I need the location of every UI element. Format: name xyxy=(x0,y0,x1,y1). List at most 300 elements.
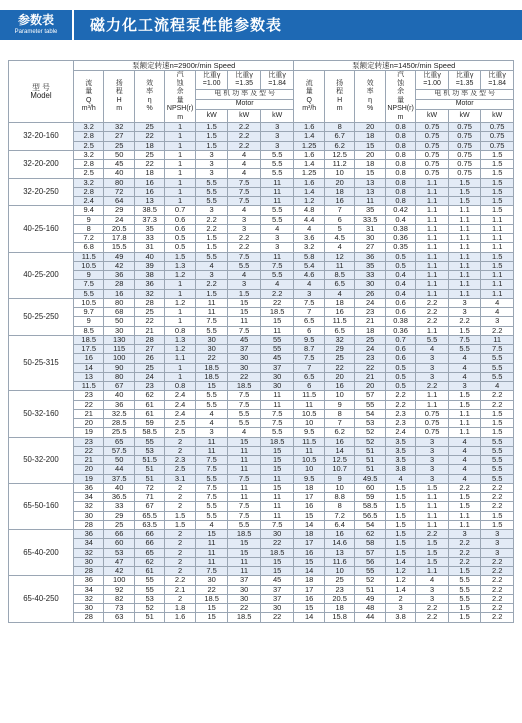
table-cell: 25 xyxy=(134,150,164,159)
table-cell: 1.5 xyxy=(448,502,481,511)
table-cell: 0.5 xyxy=(385,261,415,270)
table-cell: 1.5 xyxy=(481,511,514,520)
table-cell: 21 xyxy=(355,372,385,381)
table-cell: 4 xyxy=(195,520,228,529)
table-cell: 24 xyxy=(355,298,385,307)
table-row xyxy=(9,465,514,474)
table-cell: 16 xyxy=(294,502,324,511)
table-cell: 15 xyxy=(228,308,261,317)
table-cell: 8.5 xyxy=(74,326,104,335)
table-cell: 2.2 xyxy=(481,604,514,613)
table-cell: 72 xyxy=(104,187,134,196)
table-cell: 1.5 xyxy=(481,419,514,428)
motor-en-header-1450: Motor xyxy=(416,99,514,109)
table-cell: 1.1 xyxy=(481,243,514,252)
table-cell: 1.1 xyxy=(448,243,481,252)
table-cell: 51.5 xyxy=(134,456,164,465)
table-cell: 23 xyxy=(355,354,385,363)
table-cell: 1.1 xyxy=(416,197,449,206)
table-row xyxy=(9,548,514,557)
table-cell: 0.6 xyxy=(165,224,195,233)
table-cell: 0.8 xyxy=(385,132,415,141)
table-cell: 36 xyxy=(74,530,104,539)
table-cell: 10.7 xyxy=(324,465,354,474)
table-cell: 1.1 xyxy=(448,234,481,243)
table-cell: 1.5 xyxy=(416,483,449,492)
table-cell: 1.25 xyxy=(294,141,324,150)
table-cell: 18 xyxy=(355,160,385,169)
table-cell: 57.5 xyxy=(104,446,134,455)
table-cell: 22 xyxy=(228,604,261,613)
table-cell: 1.5 xyxy=(481,428,514,437)
table-cell: 15 xyxy=(260,317,294,326)
table-cell: 10 xyxy=(324,391,354,400)
table-cell: 2.2 xyxy=(416,613,449,622)
speed-2900-header: 泵额定转速n=2900r/min Speed xyxy=(74,61,294,71)
table-cell: 9.4 xyxy=(74,206,104,215)
table-cell: 3 xyxy=(416,363,449,372)
table-cell: 1.3 xyxy=(165,261,195,270)
table-cell: 100 xyxy=(104,576,134,585)
table-cell: 26 xyxy=(134,354,164,363)
table-cell: 21 xyxy=(74,409,104,418)
table-cell: 1.1 xyxy=(416,271,449,280)
table-cell: 1.5 xyxy=(448,391,481,400)
table-cell: 1.1 xyxy=(448,224,481,233)
table-cell: 2.1 xyxy=(165,585,195,594)
kw-header: kW xyxy=(448,109,481,122)
table-cell: 10.5 xyxy=(74,298,104,307)
table-cell: 34 xyxy=(74,539,104,548)
table-cell: 18.5 xyxy=(260,437,294,446)
table-cell: 1.5 xyxy=(385,502,415,511)
table-row xyxy=(9,594,514,603)
table-cell: 9.5 xyxy=(294,474,324,483)
table-cell: 40 xyxy=(104,169,134,178)
table-cell: 37.5 xyxy=(104,474,134,483)
table-cell: 4.4 xyxy=(294,215,324,224)
table-cell: 30 xyxy=(74,557,104,566)
table-cell: 2.5 xyxy=(74,169,104,178)
table-cell: 4 xyxy=(416,576,449,585)
table-cell: 1.1 xyxy=(416,520,449,529)
section-tag-en: Parameter table xyxy=(14,29,58,35)
table-cell: 58.5 xyxy=(134,428,164,437)
table-cell: 29 xyxy=(104,511,134,520)
table-cell: 5.5 xyxy=(481,363,514,372)
table-cell: 4 xyxy=(260,280,294,289)
table-cell: 2.2 xyxy=(481,326,514,335)
table-cell: 11 xyxy=(260,197,294,206)
table-cell: 7.5 xyxy=(228,511,261,520)
table-cell: 18.5 xyxy=(228,613,261,622)
table-cell: 0.7 xyxy=(165,206,195,215)
table-cell: 2.2 xyxy=(416,382,449,391)
table-cell: 7 xyxy=(324,419,354,428)
table-cell: 7.5 xyxy=(228,326,261,335)
table-cell: 11 xyxy=(195,446,228,455)
table-row xyxy=(9,363,514,372)
table-cell: 0.8 xyxy=(385,178,415,187)
table-cell: 0.75 xyxy=(448,169,481,178)
table-cell: 2.4 xyxy=(385,428,415,437)
table-cell: 2.2 xyxy=(416,298,449,307)
table-cell: 2.2 xyxy=(228,243,261,252)
table-cell: 3 xyxy=(260,234,294,243)
table-cell: 4 xyxy=(448,465,481,474)
table-cell: 1.1 xyxy=(448,271,481,280)
table-row xyxy=(9,326,514,335)
table-cell: 11.5 xyxy=(74,252,104,261)
table-cell: 4 xyxy=(448,474,481,483)
table-cell: 44 xyxy=(355,613,385,622)
table-cell: 22 xyxy=(228,372,261,381)
table-cell: 2 xyxy=(165,437,195,446)
table-cell: 30 xyxy=(228,585,261,594)
table-row xyxy=(9,557,514,566)
table-cell: 2.2 xyxy=(228,141,261,150)
table-cell: 0.7 xyxy=(385,335,415,344)
table-cell: 6.5 xyxy=(324,280,354,289)
table-cell: 1 xyxy=(165,197,195,206)
table-cell: 15 xyxy=(260,456,294,465)
table-cell: 51 xyxy=(355,465,385,474)
table-cell: 2.2 xyxy=(448,539,481,548)
model-cell: 65-40-200 xyxy=(9,530,74,576)
table-cell: 1.6 xyxy=(294,178,324,187)
table-cell: 0.75 xyxy=(481,123,514,132)
sg-2-header: 比重γ =1.35 xyxy=(228,71,261,90)
table-cell: 1.5 xyxy=(165,511,195,520)
table-cell: 3 xyxy=(195,160,228,169)
table-cell: 1.25 xyxy=(294,169,324,178)
table-cell: 22 xyxy=(324,363,354,372)
table-cell: 3 xyxy=(416,474,449,483)
efficiency-header-1450: 效 率 η % xyxy=(355,71,385,123)
table-cell: 3.1 xyxy=(165,474,195,483)
table-cell: 24 xyxy=(355,345,385,354)
table-cell: 17 xyxy=(294,539,324,548)
table-cell: 37 xyxy=(260,363,294,372)
table-cell: 0.75 xyxy=(416,169,449,178)
table-cell: 15 xyxy=(294,557,324,566)
table-cell: 1.5 xyxy=(448,400,481,409)
table-cell: 11 xyxy=(228,456,261,465)
table-cell: 44 xyxy=(104,465,134,474)
table-cell: 1.5 xyxy=(416,557,449,566)
table-cell: 1.1 xyxy=(481,280,514,289)
table-cell: 1.1 xyxy=(448,280,481,289)
table-cell: 4 xyxy=(385,474,415,483)
table-cell: 49.5 xyxy=(355,474,385,483)
table-cell: 2 xyxy=(165,594,195,603)
table-cell: 3 xyxy=(294,289,324,298)
table-cell: 20 xyxy=(324,178,354,187)
table-cell: 10 xyxy=(294,465,324,474)
table-cell: 3 xyxy=(481,539,514,548)
table-cell: 4 xyxy=(448,446,481,455)
table-cell: 3 xyxy=(228,224,261,233)
table-cell: 12 xyxy=(324,252,354,261)
table-cell: 1.5 xyxy=(195,123,228,132)
table-cell: 1.5 xyxy=(481,178,514,187)
table-row xyxy=(9,308,514,317)
table-cell: 2.8 xyxy=(74,187,104,196)
table-cell: 1.5 xyxy=(385,520,415,529)
table-cell: 32 xyxy=(74,594,104,603)
kw-header: kW xyxy=(228,109,261,122)
table-cell: 1.5 xyxy=(448,493,481,502)
table-cell: 7.5 xyxy=(481,345,514,354)
table-row xyxy=(9,539,514,548)
table-cell: 7.5 xyxy=(228,178,261,187)
table-cell: 52 xyxy=(355,576,385,585)
table-cell: 5.5 xyxy=(448,585,481,594)
table-cell: 0.4 xyxy=(385,215,415,224)
table-cell: 33.5 xyxy=(355,215,385,224)
model-cell: 50-32-200 xyxy=(9,437,74,483)
table-cell: 11 xyxy=(355,197,385,206)
table-cell: 2.2 xyxy=(195,215,228,224)
table-cell: 3 xyxy=(416,465,449,474)
table-cell: 1 xyxy=(165,317,195,326)
table-cell: 24 xyxy=(134,372,164,381)
table-cell: 23 xyxy=(74,437,104,446)
table-cell: 36 xyxy=(104,400,134,409)
table-cell: 1.5 xyxy=(195,132,228,141)
table-cell: 35 xyxy=(355,261,385,270)
table-cell: 52 xyxy=(355,428,385,437)
table-cell: 0.8 xyxy=(165,382,195,391)
table-cell: 40 xyxy=(104,483,134,492)
table-cell: 60 xyxy=(104,539,134,548)
table-cell: 7.5 xyxy=(195,493,228,502)
table-cell: 22 xyxy=(134,160,164,169)
table-cell: 2.3 xyxy=(385,419,415,428)
table-cell: 21 xyxy=(355,317,385,326)
table-cell: 14 xyxy=(324,446,354,455)
table-cell: 1.5 xyxy=(385,493,415,502)
table-cell: 5.5 xyxy=(74,289,104,298)
motor-header-1450: 电 机 功 率 及 型 号 xyxy=(416,89,514,99)
table-cell: 11 xyxy=(260,178,294,187)
table-cell: 8.5 xyxy=(324,271,354,280)
table-cell: 1.2 xyxy=(385,576,415,585)
table-cell: 1.1 xyxy=(416,252,449,261)
table-cell: 20 xyxy=(74,465,104,474)
table-row xyxy=(9,502,514,511)
table-cell: 2.5 xyxy=(74,141,104,150)
table-cell: 7 xyxy=(324,206,354,215)
table-cell: 2.2 xyxy=(481,483,514,492)
table-cell: 2 xyxy=(165,557,195,566)
table-cell: 28 xyxy=(104,280,134,289)
table-cell: 61 xyxy=(134,400,164,409)
table-cell: 50 xyxy=(104,456,134,465)
table-cell: 11 xyxy=(195,539,228,548)
table-cell: 1 xyxy=(165,280,195,289)
table-cell: 5.5 xyxy=(260,271,294,280)
table-cell: 2 xyxy=(165,530,195,539)
table-cell: 4 xyxy=(228,428,261,437)
table-cell: 3 xyxy=(416,437,449,446)
table-cell: 0.8 xyxy=(165,326,195,335)
table-cell: 71 xyxy=(134,493,164,502)
table-cell: 32 xyxy=(74,548,104,557)
table-cell: 1 xyxy=(165,289,195,298)
table-cell: 1.1 xyxy=(416,326,449,335)
table-cell: 1.1 xyxy=(416,178,449,187)
table-cell: 0.8 xyxy=(385,141,415,150)
table-cell: 7.5 xyxy=(195,465,228,474)
table-cell: 15 xyxy=(228,539,261,548)
table-row xyxy=(9,298,514,307)
npsh-header-1450: 汽 蚀 余 量 NPSH(r) m xyxy=(385,71,415,123)
table-cell: 0.5 xyxy=(165,234,195,243)
table-cell: 1.1 xyxy=(481,224,514,233)
table-cell: 1.2 xyxy=(165,271,195,280)
table-cell: 1.1 xyxy=(416,215,449,224)
table-cell: 0.75 xyxy=(416,409,449,418)
table-cell: 1.2 xyxy=(165,298,195,307)
table-cell: 11.5 xyxy=(294,437,324,446)
table-cell: 11 xyxy=(228,557,261,566)
table-cell: 19 xyxy=(74,474,104,483)
table-cell: 1.2 xyxy=(385,567,415,576)
table-row xyxy=(9,354,514,363)
table-cell: 5.5 xyxy=(195,252,228,261)
table-row xyxy=(9,197,514,206)
table-cell: 10.5 xyxy=(294,456,324,465)
table-cell: 16 xyxy=(324,382,354,391)
table-cell: 5.5 xyxy=(195,197,228,206)
table-cell: 6.5 xyxy=(324,326,354,335)
table-row xyxy=(9,123,514,132)
table-cell: 1.1 xyxy=(416,567,449,576)
table-cell: 11 xyxy=(228,465,261,474)
table-cell: 16 xyxy=(324,437,354,446)
table-cell: 18 xyxy=(294,576,324,585)
table-row xyxy=(9,271,514,280)
table-cell: 1.1 xyxy=(448,206,481,215)
table-cell: 1.1 xyxy=(448,511,481,520)
table-cell: 27 xyxy=(104,132,134,141)
table-cell: 0.75 xyxy=(416,419,449,428)
table-cell: 16 xyxy=(324,530,354,539)
table-cell: 18 xyxy=(134,141,164,150)
table-cell: 11.6 xyxy=(324,557,354,566)
table-cell: 5.5 xyxy=(195,326,228,335)
table-cell: 1.8 xyxy=(165,604,195,613)
table-cell: 25 xyxy=(355,335,385,344)
table-cell: 7.5 xyxy=(195,567,228,576)
table-cell: 73 xyxy=(104,604,134,613)
table-cell: 4 xyxy=(324,289,354,298)
table-row xyxy=(9,224,514,233)
table-cell: 1.1 xyxy=(416,511,449,520)
table-cell: 62 xyxy=(134,557,164,566)
table-row xyxy=(9,206,514,215)
table-cell: 3 xyxy=(416,372,449,381)
table-cell: 3.2 xyxy=(74,178,104,187)
table-cell: 15 xyxy=(260,446,294,455)
table-cell: 20.5 xyxy=(104,224,134,233)
table-cell: 6 xyxy=(324,215,354,224)
table-cell: 25 xyxy=(324,354,354,363)
table-cell: 1.5 xyxy=(195,243,228,252)
model-header: 型 号 Model xyxy=(9,61,74,123)
table-cell: 7.5 xyxy=(228,197,261,206)
motor-en-header: Motor xyxy=(195,99,294,109)
table-cell: 66 xyxy=(134,539,164,548)
table-cell: 33 xyxy=(134,234,164,243)
table-cell: 4 xyxy=(228,160,261,169)
table-cell: 45 xyxy=(260,576,294,585)
table-cell: 25 xyxy=(134,363,164,372)
table-cell: 59 xyxy=(355,493,385,502)
table-cell: 3 xyxy=(260,123,294,132)
table-cell: 51 xyxy=(355,456,385,465)
table-cell: 7.5 xyxy=(260,261,294,270)
table-cell: 3 xyxy=(385,604,415,613)
table-cell: 15 xyxy=(355,169,385,178)
table-cell: 11 xyxy=(195,548,228,557)
table-cell: 28 xyxy=(74,520,104,529)
table-cell: 2.4 xyxy=(74,197,104,206)
table-cell: 7.5 xyxy=(228,252,261,261)
table-cell: 4 xyxy=(195,419,228,428)
table-cell: 1.5 xyxy=(165,252,195,261)
table-cell: 2.2 xyxy=(481,576,514,585)
table-cell: 1.5 xyxy=(416,539,449,548)
table-cell: 80 xyxy=(104,298,134,307)
table-cell: 28.5 xyxy=(104,419,134,428)
table-cell: 1.5 xyxy=(385,548,415,557)
table-cell: 11 xyxy=(195,437,228,446)
table-cell: 66 xyxy=(134,530,164,539)
table-cell: 15.8 xyxy=(324,613,354,622)
table-cell: 22 xyxy=(74,446,104,455)
table-cell: 2.3 xyxy=(385,409,415,418)
table-cell: 4 xyxy=(228,169,261,178)
table-cell: 5.5 xyxy=(481,474,514,483)
table-cell: 20 xyxy=(74,419,104,428)
table-cell: 22 xyxy=(355,363,385,372)
table-row xyxy=(9,178,514,187)
table-cell: 18 xyxy=(324,604,354,613)
table-row xyxy=(9,428,514,437)
table-cell: 10 xyxy=(294,419,324,428)
table-cell: 1.1 xyxy=(416,289,449,298)
table-cell: 0.5 xyxy=(385,372,415,381)
table-cell: 30 xyxy=(195,345,228,354)
table-cell: 3 xyxy=(481,548,514,557)
table-cell: 11 xyxy=(228,483,261,492)
table-cell: 3.5 xyxy=(385,446,415,455)
table-row xyxy=(9,150,514,159)
table-cell: 56 xyxy=(355,557,385,566)
table-cell: 1.4 xyxy=(294,160,324,169)
table-cell: 5.5 xyxy=(195,474,228,483)
table-cell: 1.1 xyxy=(448,261,481,270)
table-cell: 10 xyxy=(324,483,354,492)
table-cell: 1.1 xyxy=(448,215,481,224)
table-cell: 11 xyxy=(260,400,294,409)
table-cell: 5.5 xyxy=(195,187,228,196)
table-cell: 90 xyxy=(104,363,134,372)
table-cell: 1.5 xyxy=(195,289,228,298)
table-cell: 63 xyxy=(104,613,134,622)
